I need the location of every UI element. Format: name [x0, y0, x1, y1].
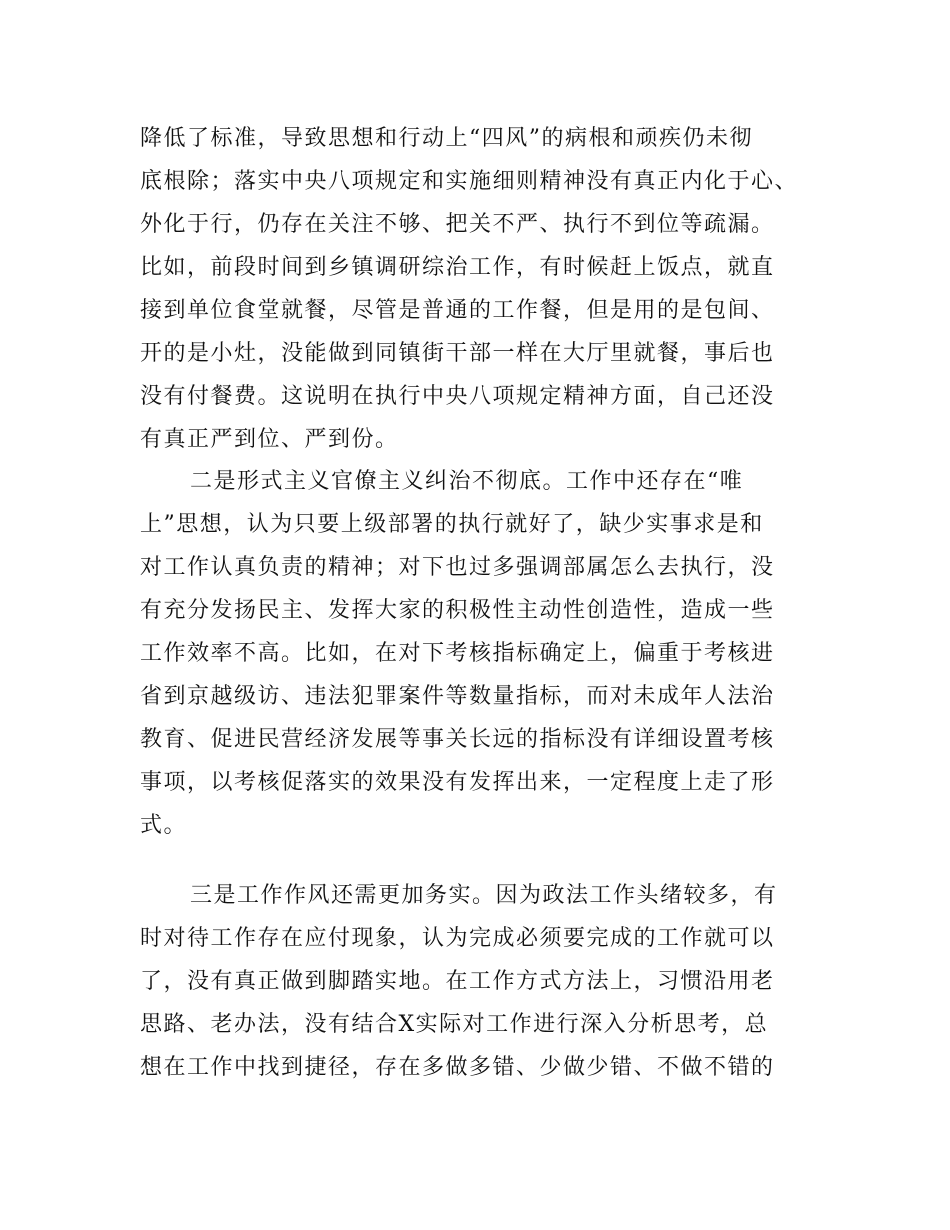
paragraph-2: [140, 460, 820, 847]
paragraph-2-line: 事项，以考核促落实的效果没有发挥出来，一定程度上走了形: [140, 770, 775, 795]
paragraph-1-line: 有真正严到位、严到份。: [140, 427, 399, 452]
paragraph-3-line: 了，没有真正做到脚踏实地。在工作方式方法上，习惯沿用老: [140, 969, 775, 994]
paragraph-3-line: 时对待工作存在应付现象，认为完成必须要完成的工作就可以: [140, 926, 775, 951]
paragraph-1: [140, 117, 820, 461]
paragraph-3-line: 想在工作中找到捷径，存在多做多错、少做少错、不做不错的: [140, 1055, 775, 1080]
paragraph-1-line: 没有付餐费。这说明在执行中央八项规定精神方面，自己还没: [140, 384, 775, 409]
paragraph-1-line: 接到单位食堂就餐，尽管是普通的工作餐，但是用的是包间、: [140, 298, 775, 323]
paragraph-2-line: 有充分发扬民主、发挥大家的积极性主动性创造性，造成一些: [140, 598, 775, 623]
paragraph-3-line: 三是工作作风还需更加务实。因为政法工作头绪较多，有: [190, 883, 778, 908]
paragraph-2-line: 上”思想，认为只要上级部署的执行就好了，缺少实事求是和: [140, 512, 764, 537]
paragraph-1-line: 外化于行，仍存在关注不够、把关不严、执行不到位等疏漏。: [140, 212, 775, 237]
paragraph-2-line: 对工作认真负责的精神；对下也过多强调部属怎么去执行，没: [140, 555, 775, 580]
paragraph-2-line: 教育、促进民营经济发展等事关长远的指标没有详细设置考核: [140, 727, 775, 752]
paragraph-2-line: 式。: [140, 813, 188, 838]
paragraph-2-line: 省到京越级访、违法犯罪案件等数量指标，而对未成年人法治: [140, 684, 775, 709]
paragraph-3: [140, 874, 820, 1089]
paragraph-2-line: 二是形式主义官僚主义纠治不彻底。工作中还存在“唯: [190, 469, 744, 494]
paragraph-1-line: 底根除；落实中央八项规定和实施细则精神没有真正内化于心、: [140, 169, 799, 194]
paragraph-1-line: 降低了标准，导致思想和行动上“四风”的病根和顽疾仍未彻: [140, 126, 753, 151]
paragraph-3-line: 思路、老办法，没有结合X实际对工作进行深入分析思考，总: [140, 1012, 769, 1037]
paragraph-1-line: 比如，前段时间到乡镇调研综治工作，有时候赶上饭点，就直: [140, 255, 775, 280]
paragraph-2-line: 工作效率不高。比如，在对下考核指标确定上，偏重于考核进: [140, 641, 775, 666]
paragraph-1-line: 开的是小灶，没能做到同镇街干部一样在大厅里就餐，事后也: [140, 341, 775, 366]
